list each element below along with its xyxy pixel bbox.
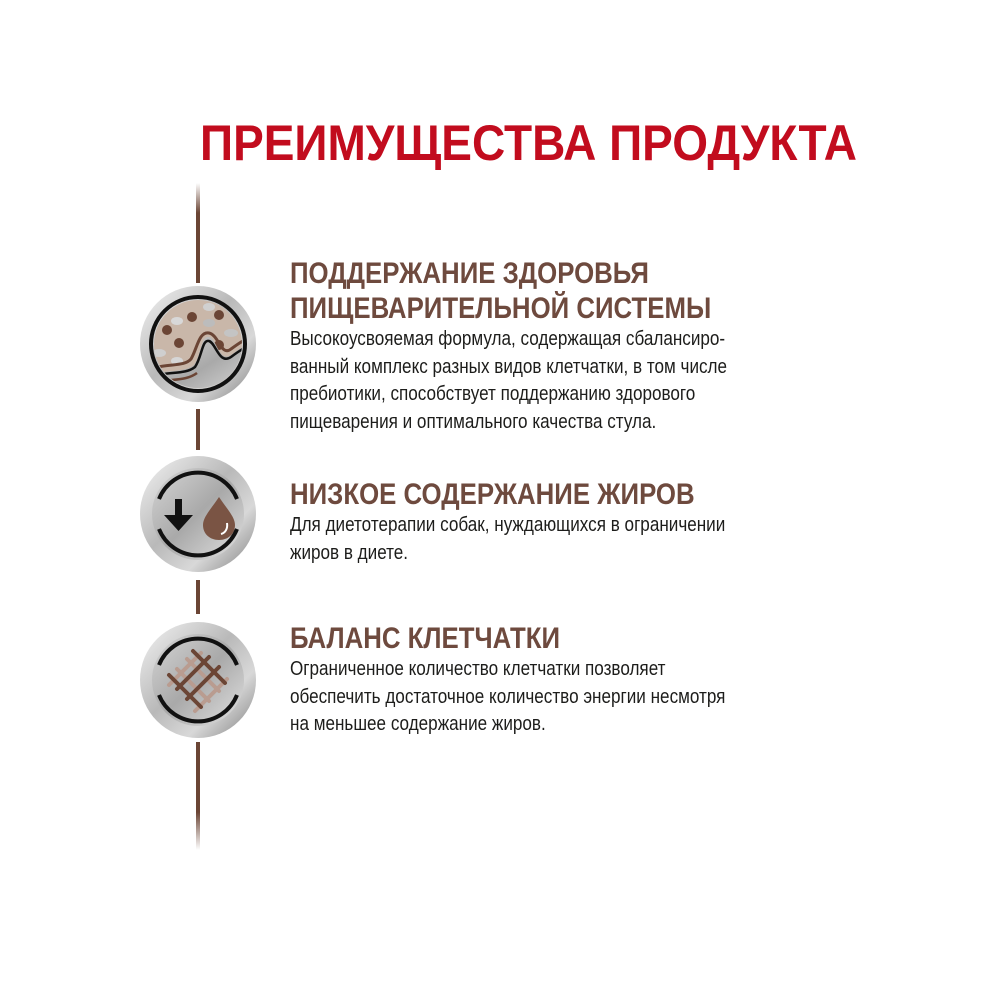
feature-digestive-health	[290, 256, 890, 436]
feature-description: Высокоусвояемая формула, содержащая сбалансиро- ванный комплекс разных видов клетчатки, в том числе пребиотики, способствует поддержанию здорового пищеварения и оптимального качества стула.	[290, 328, 728, 433]
feature-heading: НИЗКОЕ СОДЕРЖАНИЕ ЖИРОВ	[290, 478, 695, 511]
timeline-line-connector	[196, 580, 200, 614]
timeline-line-bottom	[196, 742, 200, 850]
timeline-line-connector	[196, 409, 200, 450]
page-title: ПРЕИМУЩЕСТВА ПРОДУКТА	[200, 115, 857, 171]
feature-description: Для диетотерапии собак, нуждающихся в ограничении жиров в диете.	[290, 514, 726, 564]
feature-low-fat	[290, 477, 890, 567]
low-fat-icon	[139, 455, 257, 573]
feature-fiber-balance	[290, 621, 890, 739]
digestive-health-icon	[139, 285, 257, 403]
fiber-balance-icon	[139, 621, 257, 739]
feature-heading: БАЛАНС КЛЕТЧАТКИ	[290, 622, 561, 655]
feature-description: Ограниченное количество клетчатки позволяет обеспечить достаточное количество энергии несмотря на меньшее содержание жиров.	[290, 658, 726, 735]
feature-heading: ПОДДЕРЖАНИЕ ЗДОРОВЬЯ ПИЩЕВАРИТЕЛЬНОЙ СИСТЕМЫ	[290, 257, 712, 325]
timeline-line-top	[196, 183, 200, 283]
